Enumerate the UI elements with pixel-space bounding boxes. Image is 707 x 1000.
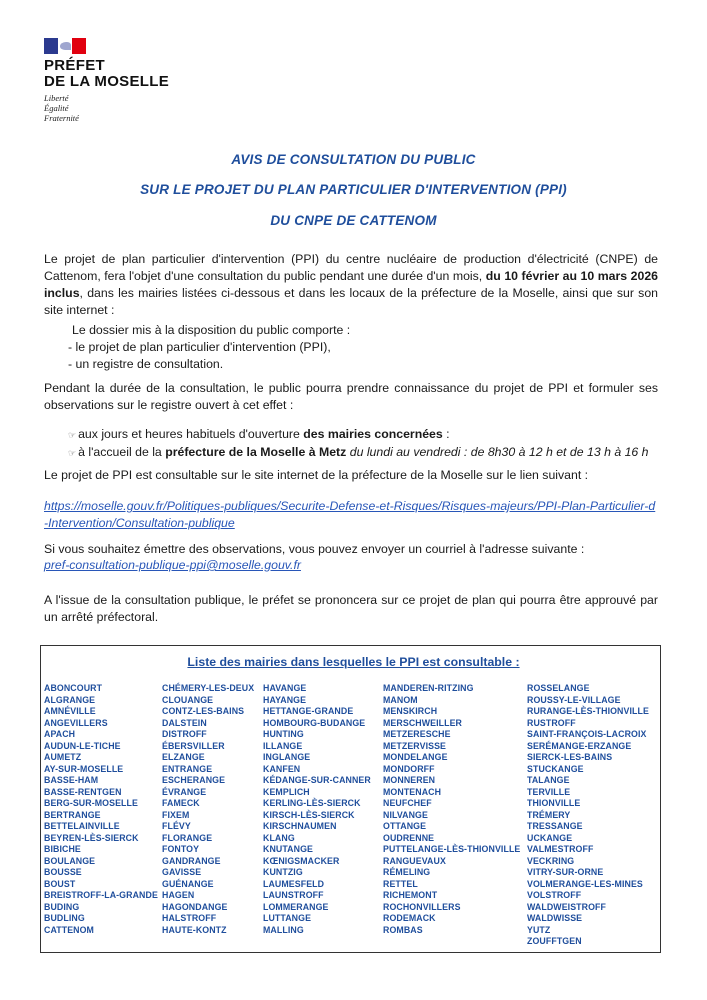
ppi-website-link[interactable]: https://moselle.gouv.fr/Politiques-publiques/Securite-Defense-et-Risques/Risques-majeurs/PPI-Plan-Particulier-d-Intervention/Consultation-publique [44, 499, 656, 530]
mairie-item: SERÉMANGE-ERZANGE [527, 740, 632, 751]
mairie-item: HAYANGE [263, 694, 307, 705]
mairie-item: ILLANGE [263, 740, 303, 751]
mairie-item: MANDEREN-RITZING [383, 683, 474, 693]
mairie-item: ROMBAS [383, 924, 423, 935]
mairie-item: PUTTELANGE-LÈS-THIONVILLE [383, 844, 521, 854]
mairie-item: HOMBOURG-BUDANGE [263, 717, 366, 728]
mairie-item: APACH [44, 729, 76, 739]
mairie-item: TRÉMERY [527, 809, 571, 820]
dossier-item-1: - le projet de plan particulier d'intervention (PPI), [68, 340, 331, 354]
mairie-item: BOUST [44, 878, 76, 889]
mairie-item: BASSE-HAM [44, 775, 99, 785]
mairie-item: RICHEMONT [383, 890, 438, 900]
title-line1: AVIS DE CONSULTATION DU PUBLIC [231, 152, 476, 167]
mairie-item: NILVANGE [383, 809, 428, 820]
mairie-item: MONDELANGE [383, 752, 448, 762]
mairie-item: ÉVRANGE [162, 786, 207, 797]
mairie-item: HAUTE-KONTZ [162, 924, 227, 935]
mairie-item: HETTANGE-GRANDE [263, 706, 354, 716]
mairie-item: BOUSSE [44, 867, 82, 877]
mairie-item: KANFEN [263, 763, 301, 774]
mairie-item: GAVISSE [162, 867, 202, 877]
mairie-item: MANOM [383, 694, 418, 705]
mairie-item: KNUTANGE [263, 844, 313, 854]
dossier-intro: Le dossier mis à la disposition du public comporte : [72, 323, 351, 337]
conclusion-paragraph: A l'issue de la consultation publique, le préfet se prononcera sur ce projet de plan qui pourra être approuvé par un arrêté préfectoral. [44, 593, 658, 624]
mairie-item: BEYREN-LÈS-SIERCK [44, 832, 139, 843]
bullet2-text-b: préfecture de la Moselle à Metz [165, 445, 347, 459]
mairies-column-4 [383, 683, 520, 936]
mairie-item: MALLING [263, 924, 304, 935]
mairie-item: LAUMESFELD [263, 878, 325, 889]
mairie-item: ÉBERSVILLER [162, 740, 225, 751]
mairie-item: BETTELAINVILLE [44, 821, 120, 831]
prefecture-logo [44, 38, 169, 123]
mairie-item: RÉMELING [383, 867, 431, 877]
bullet2-text-d: : de 8h30 à 12 h et de 13 h à 16 h [460, 445, 649, 459]
intro-text-a: Le projet de plan particulier d'intervention (PPI) du centre nucléaire de production d'électricité (CNPE) de Cattenom, fera l'objet d'une consultation du public pendant une durée d'un mois, [44, 252, 658, 283]
mairie-item: HAGEN [162, 890, 195, 900]
intro-dates: du 10 février au 10 mars 2026 inclus [44, 269, 658, 300]
mairie-item: BERTRANGE [44, 809, 101, 820]
mairie-item: VOLMERANGE-LES-MINES [527, 878, 643, 889]
mairie-item: KUNTZIG [263, 867, 303, 877]
mairie-item: RETTEL [383, 878, 418, 889]
mairie-item: ALGRANGE [44, 694, 96, 705]
mairie-item: OUDRENNE [383, 832, 435, 843]
mairie-item: HALSTROFF [162, 913, 217, 923]
mairie-item: RURANGE-LÈS-THIONVILLE [527, 706, 649, 716]
website-paragraph: Le projet de PPI est consultable sur le site internet de la préfecture de la Moselle sur le lien suivant : [44, 468, 589, 482]
mairie-item: VALMESTROFF [527, 844, 594, 854]
bullet2-text-c: du lundi au vendredi [346, 445, 461, 459]
mairie-item: RODEMACK [383, 913, 436, 923]
mairie-item: ENTRANGE [162, 763, 213, 774]
mairie-item: FIXEM [162, 809, 190, 820]
mairie-item: ROSSELANGE [527, 683, 590, 693]
mairie-item: BREISTROFF-LA-GRANDE [44, 890, 158, 900]
mairie-item: ABONCOURT [44, 683, 103, 693]
intro-paragraph [44, 251, 658, 319]
bullet-mairies [68, 426, 668, 444]
bullet1-text-c: : [442, 427, 450, 441]
mairie-item: KLANG [263, 832, 295, 843]
mairie-item: DALSTEIN [162, 717, 207, 728]
mairie-item: LOMMERANGE [263, 901, 329, 912]
mairie-item: ESCHERANGE [162, 775, 226, 785]
mairie-item: TALANGE [527, 775, 570, 785]
bullet1-text-b: des mairies concernées [303, 427, 443, 441]
mairie-item: SIERCK-LES-BAINS [527, 752, 613, 762]
hand-pointer-icon: ☞ [68, 448, 77, 458]
mairie-item: WALDWISSE [527, 913, 583, 923]
mairie-item: KŒNIGSMACKER [263, 855, 340, 866]
mairies-list-title: Liste des mairies dans lesquelles le PPI est consultable : [187, 655, 520, 669]
mairie-item: FAMECK [162, 798, 200, 808]
dossier-item-2: - un registre de consultation. [68, 357, 224, 371]
mairie-item: MERSCHWEILLER [383, 717, 463, 728]
motto [44, 93, 169, 123]
mairie-item: STUCKANGE [527, 763, 584, 774]
bullet1-text-a: aux jours et heures habituels d'ouverture [78, 427, 304, 441]
intro-text-b: , dans les mairies listées ci-dessous et dans les locaux de la préfecture de la Moselle, ainsi que sur son site internet : [44, 286, 658, 317]
mairie-item: KÉDANGE-SUR-CANNER [263, 775, 371, 785]
mairie-item: GANDRANGE [162, 855, 221, 866]
mairie-item: VECKRING [527, 855, 575, 866]
mairie-item: ANGEVILLERS [44, 717, 108, 728]
mairie-item: BUDLING [44, 913, 85, 923]
mairie-item: TRESSANGE [527, 821, 583, 831]
mairie-item: AUMETZ [44, 752, 82, 762]
motto-fraternite: Fraternité [44, 113, 79, 123]
mairie-item: METZERESCHE [383, 729, 451, 739]
mairie-item: MONNEREN [383, 775, 436, 785]
prefet-line2: DE LA MOSELLE [44, 73, 170, 90]
consultation-paragraph: Pendant la durée de la consultation, le public pourra prendre connaissance du projet de PPI et formuler ses observations sur le registre ouvert à cet effet : [44, 381, 658, 412]
mairie-item: CLOUANGE [162, 694, 214, 705]
mairie-item: MONDORFF [383, 763, 435, 774]
mairie-item: CATTENOM [44, 924, 94, 935]
mairie-item: ROUSSY-LE-VILLAGE [527, 694, 621, 705]
consultation-bullets [68, 426, 668, 462]
mairie-item: OTTANGE [383, 821, 427, 831]
bullet2-text-a: à l'accueil de la [78, 445, 166, 459]
motto-egalite: Égalité [44, 103, 69, 113]
mairie-item: KERLING-LÈS-SIERCK [263, 798, 361, 808]
mairie-item: VITRY-SUR-ORNE [527, 867, 604, 877]
title-line3: DU CNPE DE CATTENOM [270, 213, 437, 228]
marianne-flag-icon [44, 38, 86, 54]
prefet-line1: PRÉFET [44, 57, 105, 74]
mairie-item: METZERVISSE [383, 740, 447, 751]
dossier-block [68, 322, 628, 373]
title-line2: SUR LE PROJET DU PLAN PARTICULIER D'INTERVENTION (PPI) [140, 182, 567, 197]
website-link-block [44, 498, 658, 532]
mairie-item: LUTTANGE [263, 913, 312, 923]
mairie-item: MONTENACH [383, 786, 442, 797]
mairie-item: FLÉVY [162, 821, 191, 831]
mairie-item: RANGUEVAUX [383, 855, 446, 866]
mairie-item: BASSE-RENTGEN [44, 786, 122, 797]
mairie-item: WALDWEISTROFF [527, 901, 606, 912]
mairie-item: BUDING [44, 901, 80, 912]
mairies-column-5 [527, 683, 649, 948]
mairie-item: BERG-SUR-MOSELLE [44, 798, 138, 808]
mairie-item: FLORANGE [162, 832, 213, 843]
mairie-item: CONTZ-LES-BAINS [162, 706, 245, 716]
mairie-item: VOLSTROFF [527, 890, 582, 900]
mairie-item: TERVILLE [527, 786, 571, 797]
email-paragraph: Si vous souhaitez émettre des observations, vous pouvez envoyer un courriel à l'adresse suivante : [44, 542, 585, 556]
motto-liberte: Liberté [44, 93, 69, 103]
mairies-column-2 [162, 683, 254, 936]
hand-pointer-icon: ☞ [68, 430, 77, 440]
mairie-item: HAGONDANGE [162, 901, 228, 912]
prefet-title [44, 58, 169, 90]
mairie-item: HAVANGE [263, 683, 307, 693]
mairie-item: YUTZ [527, 924, 551, 935]
mairie-item: AUDUN-LE-TICHE [44, 740, 121, 751]
mairie-item: ELZANGE [162, 752, 205, 762]
mairies-column-3 [263, 683, 371, 936]
mairie-item: CHÉMERY-LES-DEUX [162, 683, 255, 693]
mairie-item: ZOUFFTGEN [527, 936, 582, 946]
mairie-item: ROCHONVILLERS [383, 901, 461, 912]
mairie-item: HUNTING [263, 729, 304, 739]
mairie-item: KIRSCH-LÈS-SIERCK [263, 809, 355, 820]
mairies-column-1 [44, 683, 158, 936]
mairie-item: AY-SUR-MOSELLE [44, 763, 124, 774]
email-link-block [44, 557, 658, 574]
email-link[interactable]: pref-consultation-publique-ppi@moselle.gouv.fr [44, 558, 301, 572]
mairie-item: FONTOY [162, 844, 200, 854]
mairie-item: UCKANGE [527, 832, 573, 843]
mairie-item: BIBICHE [44, 844, 81, 854]
mairie-item: MENSKIRCH [383, 706, 438, 716]
mairie-item: LAUNSTROFF [263, 890, 324, 900]
mairie-item: DISTROFF [162, 729, 207, 739]
mairie-item: RUSTROFF [527, 717, 576, 728]
mairie-item: THIONVILLE [527, 798, 581, 808]
mairie-item: KIRSCHNAUMEN [263, 821, 337, 831]
mairie-item: KEMPLICH [263, 786, 310, 797]
mairie-item: SAINT-FRANÇOIS-LACROIX [527, 729, 647, 739]
mairie-item: NEUFCHEF [383, 798, 432, 808]
mairie-item: BOULANGE [44, 855, 96, 866]
mairie-item: INGLANGE [263, 752, 311, 762]
mairie-item: AMNÉVILLE [44, 706, 96, 716]
mairie-item: GUÉNANGE [162, 878, 214, 889]
bullet-prefecture [68, 444, 668, 462]
